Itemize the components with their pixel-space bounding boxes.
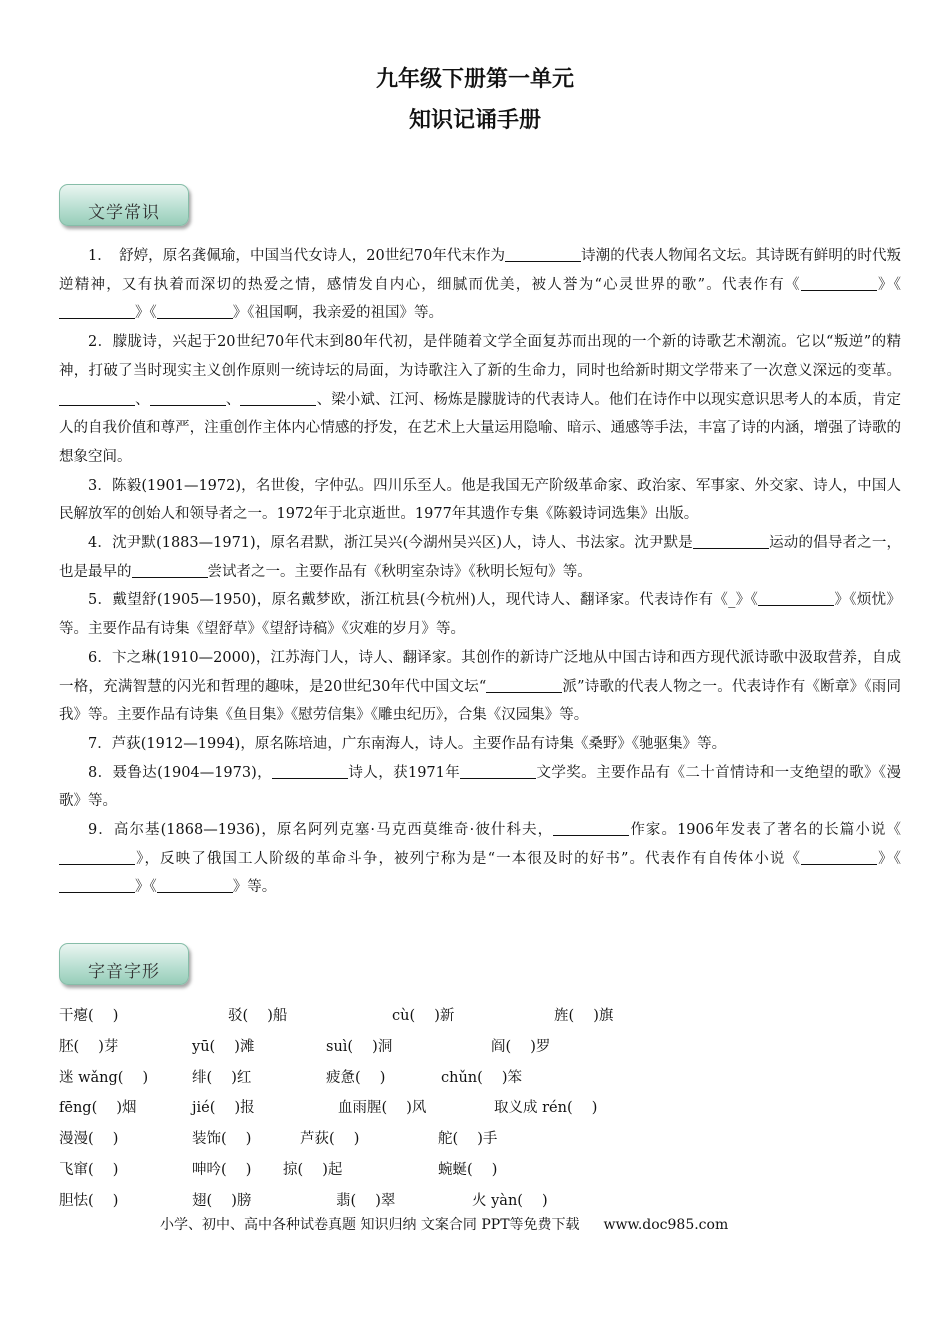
pronunciation-item: 血雨腥( )风 <box>338 1100 427 1117</box>
pronunciation-item: 蜿蜒( ) <box>438 1162 498 1178</box>
literature-item <box>59 242 901 328</box>
pronunciation-item: 装饰( ) <box>192 1131 252 1148</box>
fill-blank[interactable] <box>59 876 135 893</box>
fill-blank[interactable] <box>758 589 834 606</box>
fill-blank[interactable] <box>240 389 316 406</box>
pronunciation-item: 驳( )船 <box>228 1008 288 1024</box>
literature-item <box>59 759 901 816</box>
literature-text: 8．聂鲁达(1904—1973)， <box>88 764 273 781</box>
literature-item <box>59 472 901 529</box>
literature-text: 3．陈毅(1901—1972)，名世俊，字仲弘。四川乐至人。他是我国无产阶级革命家、政治家、军事家、外交家、诗人，中国人民解放军的创始人和领导者之一。1972年于北京逝世。1977年其遗作专集《陈毅诗词选集》出版。 <box>59 477 901 523</box>
pronunciation-item: cù( )新 <box>392 1008 455 1024</box>
page-title: 九年级下册第一单元 <box>375 67 574 92</box>
literature-text: 》《 <box>135 879 157 896</box>
literature-text: 1． 舒婷，原名龚佩瑜，中国当代女诗人，20世纪70年代末作为 <box>88 248 506 264</box>
literature-item <box>59 529 901 586</box>
pronunciation-item: 阎( )罗 <box>491 1038 551 1055</box>
fill-blank[interactable] <box>59 848 135 865</box>
pronunciation-item: 掠( )起 <box>283 1162 343 1178</box>
literature-text: 作家。1906年发表了著名的长篇小说《 <box>629 822 901 839</box>
pronunciation-item: jié( )报 <box>192 1100 255 1117</box>
fill-blank[interactable] <box>132 561 208 578</box>
pronunciation-item: 干瘪( ) <box>59 1008 119 1024</box>
footer-url: www.doc985.com <box>603 1217 729 1233</box>
pronunciation-item: 火 yàn( ) <box>472 1192 548 1209</box>
literature-text: 6．卞之琳(1910—2000)，江苏海门人，诗人、翻译家。其创作的新诗广泛地从中国古诗和西方现代派诗歌中汲取营养，自成一格，充满智慧的闪光和哲理的趣味，是20世纪30年代中国文坛“ <box>59 649 901 695</box>
fill-blank[interactable] <box>59 389 135 406</box>
pronunciation-item: chǔn( )笨 <box>441 1069 523 1086</box>
literature-text: 、 <box>135 391 150 408</box>
literature-item <box>59 328 901 472</box>
fill-blank[interactable] <box>150 389 226 406</box>
fill-blank[interactable] <box>553 819 629 836</box>
pronunciation-item: 迷 wǎng( ) <box>59 1069 149 1086</box>
fill-blank[interactable] <box>486 676 562 693</box>
literature-text: 2．朦胧诗，兴起于20世纪70年代末到80年代初，是伴随着文学全面复苏而出现的一个新的诗歌艺术潮流。它以“叛逆”的精神，打破了当时现实主义创作原则一统诗坛的局面，为诗歌注入了新的生命力，同时也给新时期文学带来了一次意义深远的变革。 <box>59 334 901 379</box>
literature-text: 》《祖国啊，我亲爱的祖国》等。 <box>232 305 443 322</box>
fill-blank[interactable] <box>59 302 135 319</box>
literature-item <box>59 730 901 759</box>
literature-item <box>59 644 901 730</box>
section-tab-label: 文学常识 <box>88 203 160 223</box>
pronunciation-item: yū( )滩 <box>192 1038 255 1055</box>
literature-text: 尝试者之一。主要作品有《秋明室杂诗》《秋明长短句》等。 <box>207 563 592 580</box>
pronunciation-item: 呻吟( ) <box>192 1162 252 1178</box>
section-tab-literature <box>59 184 189 226</box>
literature-text: 诗潮的代表人物闻名文坛。其诗既有鲜明的时代叛逆精神，又有执着而深切的热爱之情，感情发自内心，细腻而优美，被人誉为“心灵世界的歌”。代表作有《 <box>59 248 902 293</box>
pronunciation-item: 芦荻( ) <box>300 1131 360 1148</box>
section-tab-label: 字音字形 <box>88 962 160 982</box>
fill-blank[interactable] <box>801 274 877 291</box>
literature-text: 》等。 <box>232 879 277 896</box>
fill-blank[interactable] <box>460 762 536 779</box>
fill-blank[interactable] <box>157 876 233 893</box>
pronunciation-item: 漫漫( ) <box>59 1131 119 1148</box>
page-subtitle: 知识记诵手册 <box>408 108 541 133</box>
literature-text: 诗人，获1971年 <box>348 764 461 781</box>
fill-blank[interactable] <box>505 245 581 262</box>
literature-text: 、 <box>225 391 241 408</box>
pronunciation-item: 疲惫( ) <box>326 1069 386 1086</box>
pronunciation-item: 翅( )膀 <box>192 1192 252 1209</box>
literature-text: 》，反映了俄国工人阶级的革命斗争，被列宁称为是“一本很及时的好书”。代表作有自传体小说《 <box>135 850 802 867</box>
literature-text: 9．高尔基(1868—1936)，原名阿列克塞·马克西莫维奇·彼什科夫， <box>88 822 554 839</box>
literature-text: 7．芦荻(1912—1994)，原名陈培迪，广东南海人，诗人。主要作品有诗集《桑野》《驰驱集》等。 <box>88 735 727 752</box>
fill-blank[interactable] <box>157 302 233 319</box>
pronunciation-item: 旌( )旗 <box>554 1008 614 1024</box>
literature-text: 文学奖。主要作品有《二十首情诗和一支绝望的歌》《漫歌》等。 <box>59 764 902 810</box>
literature-text: 4．沈尹默(1883—1971)，原名君默，浙江吴兴(今湖州吴兴区)人，诗人、书法家。沈尹默是 <box>88 535 693 552</box>
fill-blank[interactable] <box>801 848 877 865</box>
pronunciation-item: 翡( )翠 <box>336 1192 396 1209</box>
literature-text: 派”诗歌的代表人物之一。代表诗作有《断章》《雨同我》等。主要作品有诗集《鱼目集》《慰劳信集》《雕虫纪历》，合集《汉园集》等。 <box>59 678 901 724</box>
pronunciation-item: fēng( )烟 <box>59 1100 137 1117</box>
pronunciation-item: 胚( )芽 <box>59 1038 119 1055</box>
footer <box>160 1214 728 1234</box>
pronunciation-item: suì( )洞 <box>326 1038 393 1055</box>
literature-item <box>59 816 901 902</box>
footer-text: 小学、初中、高中各种试卷真题 知识归纳 文案合同 PPT等免费下载 <box>160 1217 580 1233</box>
literature-text: 》《烦忧》等。主要作品有诗集《望舒草》《望舒诗稿》《灾难的岁月》等。 <box>59 592 901 638</box>
literature-text: 5．戴望舒(1905—1950)，原名戴梦欧，浙江杭县(今杭州)人，现代诗人、翻译家。代表诗作有《_》《 <box>88 592 759 609</box>
pronunciation-item: 飞窜( ) <box>59 1162 119 1178</box>
fill-blank[interactable] <box>693 532 769 549</box>
section-tab-pronunciation <box>59 943 189 985</box>
literature-text: 》《 <box>877 850 901 867</box>
literature-text: 》《 <box>135 305 157 322</box>
pronunciation-item: 胆怯( ) <box>59 1192 119 1209</box>
literature-section <box>59 242 901 902</box>
fill-blank[interactable] <box>272 762 348 779</box>
pronunciation-item: 舵( )手 <box>438 1131 498 1148</box>
pronunciation-item: 绯( )红 <box>192 1069 252 1086</box>
literature-text: 》《 <box>876 276 901 293</box>
pronunciation-item: 取义成 rén( ) <box>494 1100 598 1117</box>
literature-item <box>59 586 901 643</box>
literature-text: 、梁小斌、江河、杨炼是朦胧诗的代表诗人。他们在诗作中以现实意识思考人的本质，肯定人的自我价值和尊严，注重创作主体内心情感的抒发，在艺术上大量运用隐喻、暗示、通感等手法，丰富了诗的内涵，增强了诗歌的想象空间。 <box>59 391 902 465</box>
literature-text: 运动的倡导者之一，也是最早的 <box>59 535 902 580</box>
